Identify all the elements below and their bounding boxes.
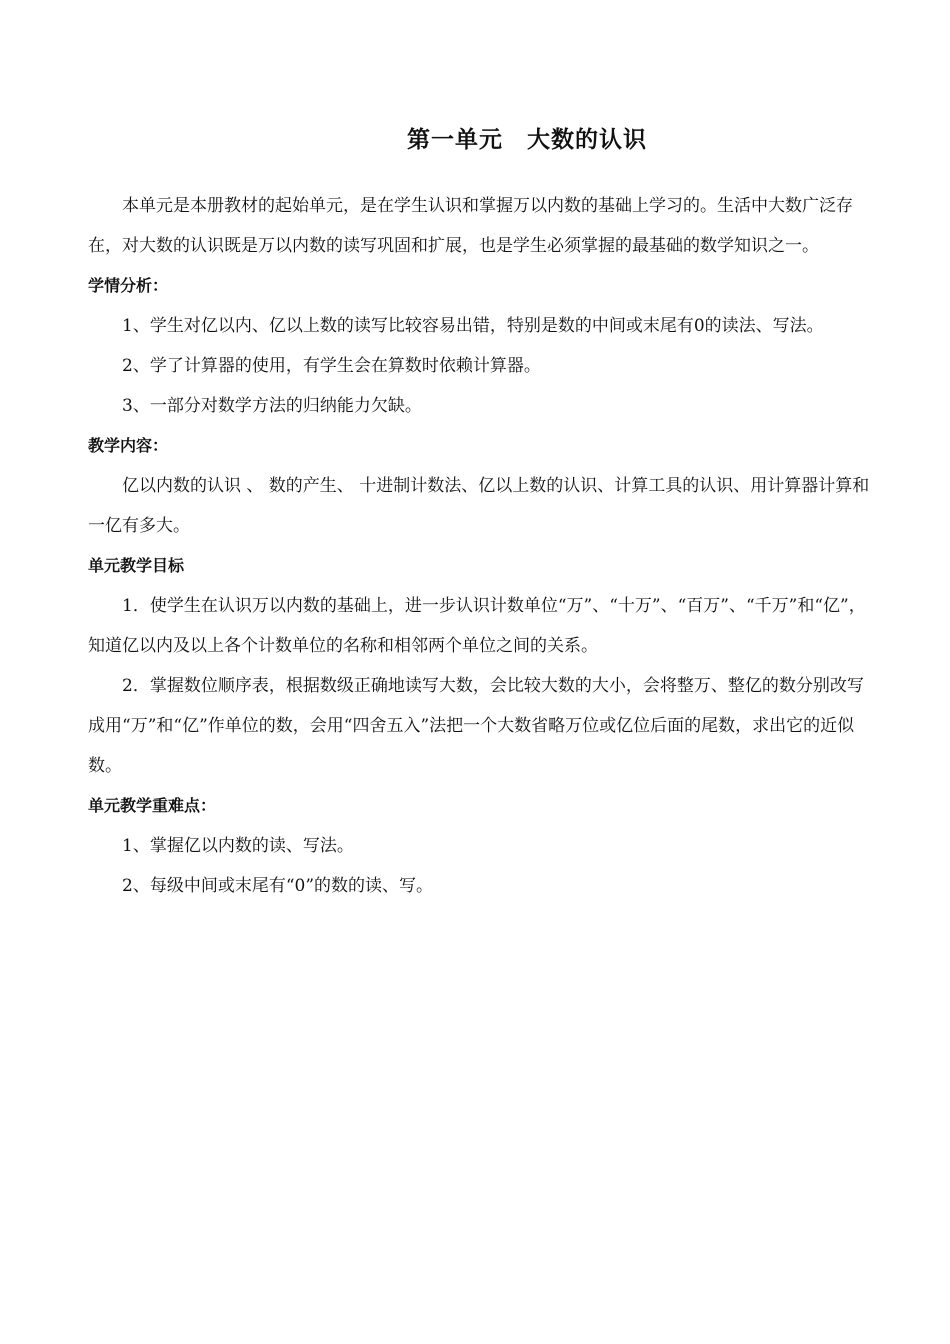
page-title: 第一单元 大数的认识 bbox=[407, 127, 647, 153]
section-heading: 教学内容： bbox=[88, 436, 169, 455]
list-item: 2、每级中间或末尾有“0”的数的读、写。 bbox=[122, 876, 434, 896]
list-item: 1．使学生在认识万以内数的基础上，进一步认识计数单位“万”、“十万”、“百万”、“千万”和“亿”，知道亿以内及以上各个计数单位的名称和相邻两个单位之间的关系。 bbox=[88, 596, 866, 656]
section-heading: 单元教学重难点： bbox=[88, 796, 217, 815]
list-item: 2、学了计算器的使用，有学生会在算数时依赖计算器。 bbox=[122, 356, 541, 376]
list-item: 3、一部分对数学方法的归纳能力欠缺。 bbox=[122, 396, 422, 416]
intro-paragraph: 本单元是本册教材的起始单元，是在学生认识和掌握万以内数的基础上学习的。生活中大数广泛存在，对大数的认识既是万以内数的读写巩固和扩展，也是学生必须掌握的最基础的数学知识之一。 bbox=[88, 196, 853, 256]
section-heading: 单元教学目标 bbox=[88, 556, 185, 575]
section-unit-goals bbox=[88, 546, 870, 786]
list-item: 1、学生对亿以内、亿以上数的读写比较容易出错，特别是数的中间或末尾有0的读法、写法。 bbox=[122, 316, 824, 336]
section-learning-analysis bbox=[88, 266, 870, 426]
section-key-difficulties bbox=[88, 786, 870, 906]
list-item: 亿以内数的认识 、 数的产生、 十进制计数法、亿以上数的认识、计算工具的认识、用计算器计算和一亿有多大。 bbox=[88, 476, 870, 536]
section-heading: 学情分析： bbox=[88, 276, 169, 295]
section-teaching-content bbox=[88, 426, 870, 546]
list-item: 1、掌握亿以内数的读、写法。 bbox=[122, 836, 354, 856]
list-item: 2．掌握数位顺序表，根据数级正确地读写大数，会比较大数的大小，会将整万、整亿的数分别改写成用“万”和“亿”作单位的数，会用“四舍五入”法把一个大数省略万位或亿位后面的尾数，求出它的近似数。 bbox=[88, 676, 864, 776]
